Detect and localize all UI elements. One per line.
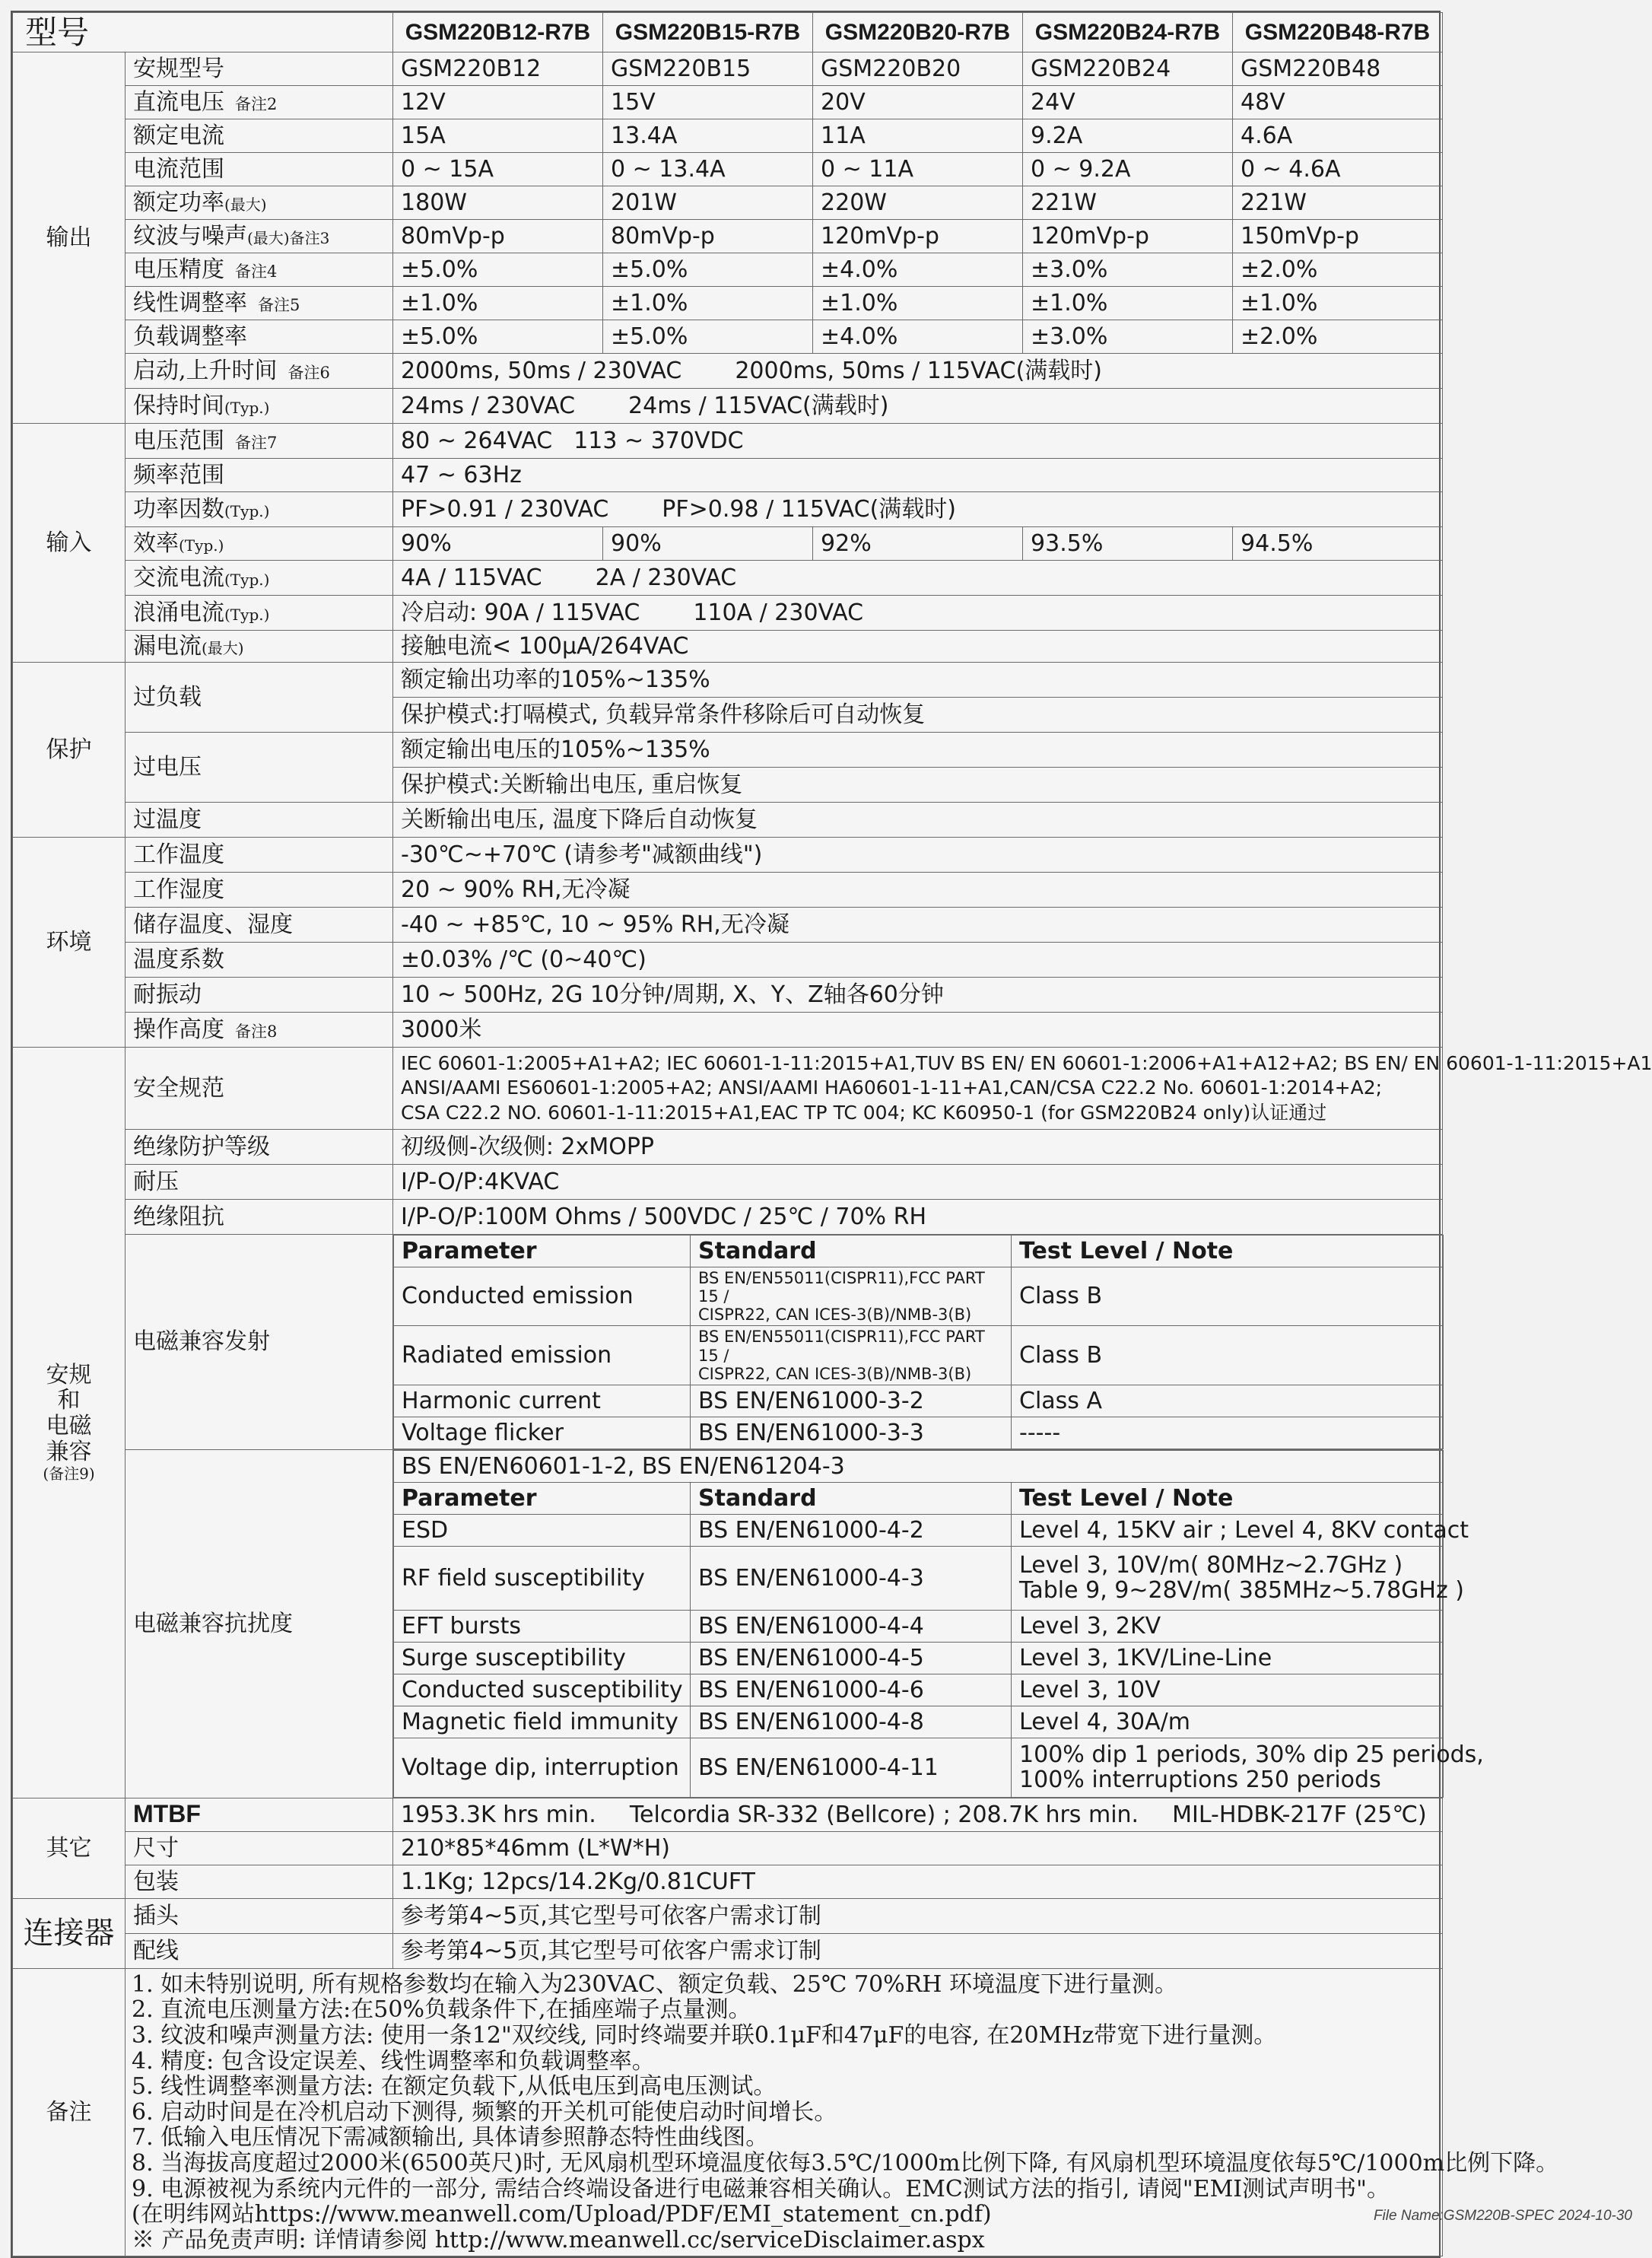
spec-label: 负载调整率 <box>125 320 393 354</box>
spec-value: 47 ~ 63Hz <box>393 459 1443 492</box>
column-header: Standard <box>691 1236 1012 1267</box>
spec-row <box>13 1200 1443 1235</box>
spec-row <box>13 978 1443 1013</box>
spec-row <box>13 1449 1443 1798</box>
spec-label: MTBF <box>125 1798 393 1831</box>
spec-row <box>13 1048 1443 1130</box>
spec-row <box>13 838 1443 873</box>
spec-row <box>13 153 1443 186</box>
model-name: GSM220B20-R7B <box>813 13 1023 52</box>
table-row <box>394 1417 1444 1449</box>
spec-label: 包装 <box>125 1865 393 1898</box>
param-cell: RF field susceptibility <box>394 1546 691 1610</box>
notes-row <box>13 1968 1443 2256</box>
spec-value: 120mVp-p <box>813 220 1023 253</box>
spec-row <box>13 873 1443 908</box>
spec-value: 24ms / 230VAC 24ms / 115VAC(满载时) <box>393 389 1443 424</box>
note-line: 3. 纹波和噪声测量方法: 使用一条12"双绞线, 同时终端要并联0.1μF和47μF的电容, 在20MHz带宽下进行量测。 <box>132 2022 1277 2050</box>
standard-cell: BS EN/EN61000-4-5 <box>691 1642 1012 1674</box>
category-others: 其它 <box>13 1798 125 1898</box>
spec-value: GSM220B24 <box>1023 52 1233 86</box>
table-row <box>394 1706 1444 1738</box>
standard-cell: BS EN/EN55011(CISPR11),FCC PART 15 / CISPR22, CAN ICES-3(B)/NMB-3(B) <box>691 1267 1012 1326</box>
spec-row <box>13 52 1443 86</box>
spec-value: ±3.0% <box>1023 320 1233 354</box>
note-line: (在明纬网站https://www.meanwell.com/Upload/PDF/EMI_statement_cn.pdf) <box>132 2201 992 2228</box>
spec-value: -30℃~+70℃ (请参考"减额曲线") <box>393 838 1443 873</box>
spec-value: 221W <box>1023 186 1233 220</box>
spec-row <box>13 253 1443 287</box>
spec-label: 频率范围 <box>125 459 393 492</box>
spec-label: 功率因数(Typ.) <box>125 492 393 527</box>
spec-value: GSM220B12 <box>393 52 603 86</box>
spec-row <box>13 1865 1443 1898</box>
spec-row <box>13 1235 1443 1450</box>
table-row <box>394 1514 1444 1546</box>
spec-value: 48V <box>1233 86 1443 119</box>
param-cell: Surge susceptibility <box>394 1642 691 1674</box>
column-header: Parameter <box>394 1236 691 1267</box>
model-name: GSM220B15-R7B <box>603 13 813 52</box>
spec-value: ±4.0% <box>813 253 1023 287</box>
immunity-standard-row <box>394 1450 1444 1482</box>
spec-value: 4.6A <box>1233 119 1443 153</box>
emission-header-row <box>394 1236 1444 1267</box>
param-cell: Magnetic field immunity <box>394 1706 691 1738</box>
spec-value: 94.5% <box>1233 527 1443 561</box>
spec-row <box>13 389 1443 424</box>
spec-label: 安规型号 <box>125 52 393 86</box>
spec-value: 0 ~ 9.2A <box>1023 153 1233 186</box>
spec-value: 90% <box>393 527 603 561</box>
spec-value: 24V <box>1023 86 1233 119</box>
spec-value: 93.5% <box>1023 527 1233 561</box>
spec-value: 保护模式:关断输出电压, 重启恢复 <box>393 768 1443 803</box>
spec-row <box>13 459 1443 492</box>
immunity-standard: BS EN/EN60601-1-2, BS EN/EN61204-3 <box>394 1450 1444 1482</box>
level-cell: Level 3, 2KV <box>1012 1610 1444 1642</box>
spec-row <box>13 1798 1443 1831</box>
spec-label: 尺寸 <box>125 1831 393 1865</box>
spec-label: 额定电流 <box>125 119 393 153</box>
spec-value: 15A <box>393 119 603 153</box>
standard-cell: BS EN/EN61000-3-3 <box>691 1417 1012 1449</box>
column-header: Standard <box>691 1482 1012 1514</box>
table-row <box>394 1267 1444 1326</box>
spec-value: ±5.0% <box>603 320 813 354</box>
spec-value: I/P-O/P:4KVAC <box>393 1165 1443 1200</box>
spec-label: 交流电流(Typ.) <box>125 561 393 596</box>
spec-label: 电压范围 备注7 <box>125 424 393 459</box>
table-row <box>394 1674 1444 1706</box>
spec-value: 80 ~ 264VAC 113 ~ 370VDC <box>393 424 1443 459</box>
spec-value: 11A <box>813 119 1023 153</box>
spec-row <box>13 527 1443 561</box>
spec-label: 工作温度 <box>125 838 393 873</box>
spec-value: 0 ~ 11A <box>813 153 1023 186</box>
level-cell: Level 3, 10V <box>1012 1674 1444 1706</box>
note-line: 4. 精度: 包含设定误差、线性调整率和负载调整率。 <box>132 2047 655 2075</box>
param-cell: Voltage dip, interruption <box>394 1738 691 1797</box>
spec-value: IEC 60601-1:2005+A1+A2; IEC 60601-1-11:2015+A1,TUV BS EN/ EN 60601-1:2006+A1+A12+A2; BS EN/ EN 60601-1-11:2015+A1 ANSI/AAMI ES60601-1:2005+A2; ANSI/AAMI HA60601-1-11+A1,CAN/CSA C22.2 No. 60601-1:2014+A2; CSA C22.2 NO. 60601-1-11:2015+A1,EAC TP TC 004; KC K60950-1 (for GSM220B24 only)认证通过 <box>393 1048 1443 1130</box>
spec-value: 3000米 <box>393 1013 1443 1048</box>
level-cell: Level 3, 10V/m( 80MHz~2.7GHz ) Table 9, 9~28V/m( 385MHz~5.78GHz ) <box>1012 1546 1444 1610</box>
spec-label: 操作高度 备注8 <box>125 1013 393 1048</box>
spec-value: 180W <box>393 186 603 220</box>
note-line: ※ 产品免责声明: 详情请参阅 http://www.meanwell.cc/serviceDisclaimer.aspx <box>132 2226 985 2253</box>
table-row <box>394 1546 1444 1610</box>
category-protection: 保护 <box>13 663 125 838</box>
note-line: 9. 电源被视为系统内元件的一部分, 需结合终端设备进行电磁兼容相关确认。EMC测试方法的指引, 请阅"EMI测试声明书"。 <box>132 2175 1390 2202</box>
spec-label: 电磁兼容抗扰度 <box>125 1449 393 1798</box>
spec-row <box>13 1933 1443 1968</box>
model-label: 型号 <box>13 13 393 52</box>
spec-value: ±5.0% <box>393 253 603 287</box>
spec-value: 参考第4~5页,其它型号可依客户需求订制 <box>393 1933 1443 1968</box>
level-cell: Level 3, 1KV/Line-Line <box>1012 1642 1444 1674</box>
spec-label: 储存温度、湿度 <box>125 908 393 943</box>
model-name: GSM220B48-R7B <box>1233 13 1443 52</box>
note-line: 6. 启动时间是在冷机启动下测得, 频繁的开关机可能使启动时间增长。 <box>132 2098 837 2126</box>
category-connector: 连接器 <box>13 1898 125 1968</box>
spec-value: ±1.0% <box>1233 287 1443 320</box>
spec-row <box>13 492 1443 527</box>
model-name: GSM220B12-R7B <box>393 13 603 52</box>
level-cell: ----- <box>1012 1417 1444 1449</box>
file-name-footer: File Name:GSM220B-SPEC 2024-10-30 <box>1373 2208 1632 2224</box>
spec-value: 1.1Kg; 12pcs/14.2Kg/0.81CUFT <box>393 1865 1443 1898</box>
param-cell: Conducted emission <box>394 1267 691 1326</box>
immunity-header-row <box>394 1482 1444 1514</box>
standard-cell: BS EN/EN61000-4-2 <box>691 1514 1012 1546</box>
spec-value: I/P-O/P:100M Ohms / 500VDC / 25℃ / 70% RH <box>393 1200 1443 1235</box>
column-header: Test Level / Note <box>1012 1236 1444 1267</box>
spec-label: 过温度 <box>125 803 393 838</box>
spec-value: ±1.0% <box>393 287 603 320</box>
level-cell: Class B <box>1012 1267 1444 1326</box>
spec-label: 过电压 <box>125 733 393 803</box>
spec-row <box>13 86 1443 119</box>
spec-value: 10 ~ 500Hz, 2G 10分钟/周期, X、Y、Z轴各60分钟 <box>393 978 1443 1013</box>
level-cell: Class B <box>1012 1326 1444 1385</box>
spec-row <box>13 596 1443 631</box>
spec-label: 直流电压 备注2 <box>125 86 393 119</box>
spec-value: 9.2A <box>1023 119 1233 153</box>
spec-label: 配线 <box>125 1933 393 1968</box>
column-header: Parameter <box>394 1482 691 1514</box>
spec-row <box>13 631 1443 663</box>
spec-value: GSM220B15 <box>603 52 813 86</box>
spec-value: 2000ms, 50ms / 230VAC 2000ms, 50ms / 115VAC(满载时) <box>393 354 1443 389</box>
spec-value: ±1.0% <box>603 287 813 320</box>
spec-value: -40 ~ +85℃, 10 ~ 95% RH,无冷凝 <box>393 908 1443 943</box>
spec-value: 关断输出电压, 温度下降后自动恢复 <box>393 803 1443 838</box>
spec-value: 额定输出功率的105%~135% <box>393 663 1443 698</box>
spec-row <box>13 561 1443 596</box>
spec-value: ±1.0% <box>813 287 1023 320</box>
table-row <box>394 1326 1444 1385</box>
spec-value: 冷启动: 90A / 115VAC 110A / 230VAC <box>393 596 1443 631</box>
param-cell: EFT bursts <box>394 1610 691 1642</box>
spec-value: ±4.0% <box>813 320 1023 354</box>
table-row <box>394 1610 1444 1642</box>
spec-value: 20 ~ 90% RH,无冷凝 <box>393 873 1443 908</box>
spec-value: ±2.0% <box>1233 253 1443 287</box>
spec-value: 221W <box>1233 186 1443 220</box>
spec-value: 150mVp-p <box>1233 220 1443 253</box>
column-header: Test Level / Note <box>1012 1482 1444 1514</box>
category-input: 输入 <box>13 424 125 663</box>
spec-label: 插头 <box>125 1898 393 1933</box>
spec-value: 90% <box>603 527 813 561</box>
spec-row <box>13 320 1443 354</box>
spec-value: 0 ~ 15A <box>393 153 603 186</box>
level-cell: Class A <box>1012 1385 1444 1417</box>
spec-value: 120mVp-p <box>1023 220 1233 253</box>
spec-value: ±3.0% <box>1023 253 1233 287</box>
spec-row <box>13 220 1443 253</box>
spec-row <box>13 943 1443 978</box>
spec-row <box>13 663 1443 698</box>
spec-value: GSM220B20 <box>813 52 1023 86</box>
spec-value: 20V <box>813 86 1023 119</box>
spec-value: 80mVp-p <box>393 220 603 253</box>
param-cell: Radiated emission <box>394 1326 691 1385</box>
immunity-table <box>393 1450 1484 1798</box>
spec-row <box>13 354 1443 389</box>
spec-row <box>13 1130 1443 1165</box>
note-line: 2. 直流电压测量方法:在50%负载条件下,在插座端子点量测。 <box>132 1996 751 2024</box>
note-line: 5. 线性调整率测量方法: 在额定负载下,从低电压到高电压测试。 <box>132 2073 777 2101</box>
model-name: GSM220B24-R7B <box>1023 13 1233 52</box>
spec-label: 电流范围 <box>125 153 393 186</box>
spec-label: 绝缘防护等级 <box>125 1130 393 1165</box>
category-note: (备注9) <box>43 1465 95 1484</box>
level-cell: Level 4, 30A/m <box>1012 1706 1444 1738</box>
note-line: 1. 如未特别说明, 所有规格参数均在输入为230VAC、额定负载、25℃ 70%RH 环境温度下进行量测。 <box>132 1970 1177 1998</box>
spec-label: 漏电流(最大) <box>125 631 393 663</box>
note-line: 8. 当海拔高度超过2000米(6500英尺)时, 无风扇机型环境温度依每3.5℃/1000m比例下降, 有风扇机型环境温度依每5℃/1000m比例下降。 <box>132 2150 1559 2177</box>
spec-row <box>13 1898 1443 1933</box>
spec-row <box>13 1165 1443 1200</box>
spec-label: 额定功率(最大) <box>125 186 393 220</box>
table-row <box>394 1385 1444 1417</box>
spec-value: ±0.03% /℃ (0~40℃) <box>393 943 1443 978</box>
spec-row <box>13 119 1443 153</box>
spec-value: ±2.0% <box>1233 320 1443 354</box>
param-cell: ESD <box>394 1514 691 1546</box>
spec-row <box>13 287 1443 320</box>
spec-value: 12V <box>393 86 603 119</box>
spec-value: 92% <box>813 527 1023 561</box>
note-line: 7. 低输入电压情况下需减额输出, 具体请参照静态特性曲线图。 <box>132 2124 769 2151</box>
spec-value: 80mVp-p <box>603 220 813 253</box>
spec-value: 0 ~ 13.4A <box>603 153 813 186</box>
spec-label: 线性调整率 备注5 <box>125 287 393 320</box>
spec-label: 安全规范 <box>125 1048 393 1130</box>
standard-cell: BS EN/EN61000-4-11 <box>691 1738 1012 1797</box>
level-cell: 100% dip 1 periods, 30% dip 25 periods, 100% interruptions 250 periods <box>1012 1738 1444 1797</box>
note-ref: 备注2 <box>235 94 278 113</box>
spec-value: 220W <box>813 186 1023 220</box>
standard-cell: BS EN/EN55011(CISPR11),FCC PART 15 / CISPR22, CAN ICES-3(B)/NMB-3(B) <box>691 1326 1012 1385</box>
spec-value: ±5.0% <box>603 253 813 287</box>
spec-label: 耐振动 <box>125 978 393 1013</box>
spec-row <box>13 908 1443 943</box>
spec-row <box>13 186 1443 220</box>
spec-label: 电磁兼容发射 <box>125 1235 393 1450</box>
spec-label: 浪涌电流(Typ.) <box>125 596 393 631</box>
standard-cell: BS EN/EN61000-4-3 <box>691 1546 1012 1610</box>
spec-value: 4A / 115VAC 2A / 230VAC <box>393 561 1443 596</box>
spec-row <box>13 803 1443 838</box>
emission-table <box>393 1235 1444 1449</box>
spec-value: 额定输出电压的105%~135% <box>393 733 1443 768</box>
spec-row <box>13 733 1443 768</box>
spec-row <box>13 1831 1443 1865</box>
spec-value: 15V <box>603 86 813 119</box>
spec-label: 启动,上升时间 备注6 <box>125 354 393 389</box>
spec-value: 初级侧-次级侧: 2xMOPP <box>393 1130 1443 1165</box>
spec-label: 纹波与噪声(最大)备注3 <box>125 220 393 253</box>
spec-value: 201W <box>603 186 813 220</box>
spec-label: 电压精度 备注4 <box>125 253 393 287</box>
spec-label: 效率(Typ.) <box>125 527 393 561</box>
spec-value: ±5.0% <box>393 320 603 354</box>
standard-cell: BS EN/EN61000-4-8 <box>691 1706 1012 1738</box>
spec-label: 耐压 <box>125 1165 393 1200</box>
spec-label: 保持时间(Typ.) <box>125 389 393 424</box>
param-cell: Voltage flicker <box>394 1417 691 1449</box>
spec-value: 0 ~ 4.6A <box>1233 153 1443 186</box>
spec-label: 绝缘阻抗 <box>125 1200 393 1235</box>
category-output: 输出 <box>13 52 125 424</box>
level-cell: Level 4, 15KV air ; Level 4, 8KV contact <box>1012 1514 1444 1546</box>
standard-cell: BS EN/EN61000-4-4 <box>691 1610 1012 1642</box>
param-cell: Conducted susceptibility <box>394 1674 691 1706</box>
table-row <box>394 1642 1444 1674</box>
spec-row <box>13 424 1443 459</box>
table-row <box>394 1738 1444 1797</box>
spec-label: 温度系数 <box>125 943 393 978</box>
spec-value: 210*85*46mm (L*W*H) <box>393 1831 1443 1865</box>
spec-label: 工作湿度 <box>125 873 393 908</box>
model-header-row <box>13 13 1443 52</box>
spec-row <box>13 1013 1443 1048</box>
spec-label: 过负载 <box>125 663 393 733</box>
spec-value: 13.4A <box>603 119 813 153</box>
standard-cell: BS EN/EN61000-3-2 <box>691 1385 1012 1417</box>
spec-value: GSM220B48 <box>1233 52 1443 86</box>
category-notes: 备注 <box>13 1968 125 2256</box>
param-cell: Harmonic current <box>394 1385 691 1417</box>
spec-value: 保护模式:打嗝模式, 负载异常条件移除后可自动恢复 <box>393 698 1443 733</box>
spec-value: 接触电流< 100μA/264VAC <box>393 631 1443 663</box>
category-environment: 环境 <box>13 838 125 1048</box>
spec-value: 1953.3K hrs min. Telcordia SR-332 (Bellcore) ; 208.7K hrs min. MIL-HDBK-217F (25℃) <box>393 1798 1443 1831</box>
standard-cell: BS EN/EN61000-4-6 <box>691 1674 1012 1706</box>
spec-value: ±1.0% <box>1023 287 1233 320</box>
category-safety-emc: 安规 和 电磁 兼容 (备注9) <box>13 1048 125 1798</box>
spec-value: 参考第4~5页,其它型号可依客户需求订制 <box>393 1898 1443 1933</box>
spec-value: PF>0.91 / 230VAC PF>0.98 / 115VAC(满载时) <box>393 492 1443 527</box>
